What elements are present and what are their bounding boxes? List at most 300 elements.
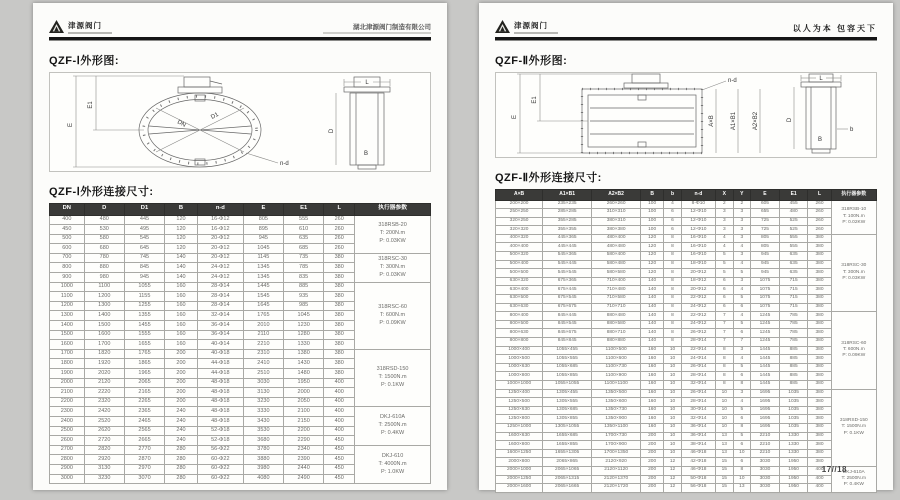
- table-cell: 4: [733, 260, 751, 269]
- brand-subtitle-line: [514, 32, 558, 34]
- table-cell: 60-Φ22: [197, 474, 243, 484]
- table-cell: 6: [733, 441, 751, 450]
- table-cell: 2320: [84, 397, 124, 407]
- table-cell: 1075: [751, 295, 780, 304]
- drawing-section-title: QZF-Ⅰ外形图:: [49, 54, 120, 67]
- table-cell: 380: [324, 330, 355, 340]
- table-cell: 545×545: [543, 269, 592, 278]
- table-cell: 1545: [243, 292, 283, 302]
- table-cell: 1345: [243, 273, 283, 283]
- table-cell: 2220: [84, 388, 124, 398]
- table-cell: 635: [779, 269, 808, 278]
- dimension-table-qzf2: [495, 189, 877, 493]
- table-cell: 2210: [243, 340, 283, 350]
- table-cell: 260: [324, 244, 355, 254]
- table-cell: 100: [641, 209, 664, 218]
- table-cell: 120: [165, 234, 198, 244]
- table-cell: 380×310: [592, 217, 641, 226]
- table-cell: 10: [715, 398, 733, 407]
- table-cell: 2390: [284, 455, 324, 465]
- dim-label-L: L: [365, 79, 369, 86]
- table-cell: 1445: [751, 346, 780, 355]
- table-cell: 1055×555: [543, 355, 592, 364]
- table-cell: 10: [664, 372, 682, 381]
- table-cell: 685: [284, 244, 324, 254]
- table-cell: 1950: [779, 484, 808, 493]
- dim-label-E1: E1: [88, 100, 94, 109]
- table-cell: 380: [324, 369, 355, 379]
- table-cell: 785: [779, 312, 808, 321]
- table-cell: 895: [243, 225, 283, 235]
- table-cell: 1600: [50, 340, 85, 350]
- table-cell: 200: [641, 475, 664, 484]
- table-cell: 1250×800: [496, 415, 543, 424]
- table-cell: 44-Φ18: [197, 359, 243, 369]
- table-cell: 400: [324, 407, 355, 417]
- table-cell: 13: [715, 432, 733, 441]
- actuator-params-cell: 318RSD-150 T: 1500N.m P: 0.1KW: [355, 349, 431, 407]
- table-cell: 380: [808, 458, 831, 467]
- table-cell: 2510: [243, 369, 283, 379]
- table-cell: 4: [733, 243, 751, 252]
- table-cell: 1480: [284, 369, 324, 379]
- table-cell: 885: [284, 282, 324, 292]
- table-cell: 1350×900: [592, 415, 641, 424]
- table-cell: 32-Φ14: [681, 415, 715, 424]
- table-cell: 250×250: [496, 209, 543, 218]
- table-cell: 1330: [284, 340, 324, 350]
- table-cell: 605: [751, 200, 780, 209]
- table-cell: 3330: [243, 407, 283, 417]
- table-cell: 1445: [751, 363, 780, 372]
- table-cell: 240: [165, 407, 198, 417]
- table-cell: 545×445: [543, 260, 592, 269]
- table-cell: 140: [641, 303, 664, 312]
- table-cell: 380: [808, 234, 831, 243]
- table-cell: 1035: [779, 389, 808, 398]
- table-cell: 160: [641, 398, 664, 407]
- table-cell: 1950: [284, 378, 324, 388]
- table-cell: 1920: [84, 359, 124, 369]
- table-cell: 800×800: [496, 338, 543, 347]
- table-cell: 380: [808, 423, 831, 432]
- table-cell: 2665: [124, 436, 164, 446]
- actuator-params-cell: 318RSC-30 T: 300N.m P: 0.03KW: [355, 253, 431, 282]
- table-cell: 545×365: [543, 252, 592, 261]
- table-cell: 1700×730: [592, 432, 641, 441]
- table-cell: 200×200: [496, 200, 543, 209]
- table-cell: 16-Φ10: [681, 234, 715, 243]
- table-cell: 120: [165, 225, 198, 235]
- table-cell: 5: [733, 269, 751, 278]
- table-cell: 4: [664, 200, 682, 209]
- table-cell: 715: [779, 295, 808, 304]
- table-cell: 2800: [50, 455, 85, 465]
- table-cell: 24-Φ12: [681, 320, 715, 329]
- table-cell: 28-Φ14: [681, 338, 715, 347]
- table-cell: 4: [733, 312, 751, 321]
- dim-label-D1: D1: [210, 111, 220, 121]
- column-header: L: [324, 203, 355, 215]
- table-cell: 60-Φ22: [197, 464, 243, 474]
- table-cell: 48-Φ18: [197, 397, 243, 407]
- dim-label-AB: A×B: [709, 114, 715, 127]
- table-cell: 480: [84, 215, 124, 225]
- column-header: B: [641, 189, 664, 200]
- table-cell: 450: [324, 445, 355, 455]
- company-subtitle-line: [323, 32, 431, 34]
- table-cell: 2050: [284, 397, 324, 407]
- table-cell: 160: [641, 389, 664, 398]
- table-cell: 4: [733, 398, 751, 407]
- table-cell: 10: [664, 415, 682, 424]
- column-header: Y: [733, 189, 751, 200]
- table-cell: 13: [715, 449, 733, 458]
- table-cell: 15: [715, 475, 733, 484]
- table-cell: 1255: [124, 301, 164, 311]
- table-cell: 1865: [124, 359, 164, 369]
- table-row: [496, 338, 877, 347]
- table-row: [496, 312, 877, 321]
- table-cell: 160: [641, 406, 664, 415]
- page-number: 17//18: [821, 465, 847, 474]
- table-cell: 160: [165, 321, 198, 331]
- table-cell: 455: [779, 200, 808, 209]
- table-cell: 22-Φ14: [681, 346, 715, 355]
- table-cell: 580×400: [592, 252, 641, 261]
- table-row: [50, 282, 431, 292]
- dim-label-L: L: [819, 75, 823, 82]
- table-cell: 1700: [84, 340, 124, 350]
- table-cell: 380: [808, 415, 831, 424]
- table-cell: 2120×1370: [592, 475, 641, 484]
- table-cell: 160: [165, 301, 198, 311]
- table-cell: 800×400: [496, 312, 543, 321]
- table-cell: 635: [779, 260, 808, 269]
- table-cell: 2120×1120: [592, 466, 641, 475]
- table-cell: 980: [84, 273, 124, 283]
- table-cell: 545: [124, 234, 164, 244]
- table-cell: 1600: [84, 330, 124, 340]
- table-cell: 160: [641, 346, 664, 355]
- table-cell: 885: [779, 363, 808, 372]
- table-row: [496, 295, 877, 304]
- table-cell: 1765: [124, 349, 164, 359]
- table-row: [496, 260, 877, 269]
- table-cell: 200: [165, 359, 198, 369]
- table-cell: 285×285: [543, 209, 592, 218]
- table-row: [50, 253, 431, 263]
- table-cell: 2400: [50, 416, 85, 426]
- dim-label-B: B: [364, 150, 369, 157]
- table-cell: 20-Φ12: [681, 269, 715, 278]
- table-cell: 10: [664, 441, 682, 450]
- table-cell: 1400: [50, 321, 85, 331]
- table-cell: 120: [641, 260, 664, 269]
- table-cell: 1100×600: [592, 355, 641, 364]
- table-cell: 2200: [50, 397, 85, 407]
- table-cell: 280: [165, 455, 198, 465]
- table-cell: 835: [284, 273, 324, 283]
- table-cell: 1075: [751, 303, 780, 312]
- table-cell: 700: [50, 253, 85, 263]
- table-cell: 140: [165, 273, 198, 283]
- table-cell: 8: [664, 286, 682, 295]
- table-cell: 8: [664, 243, 682, 252]
- table-cell: 40-Φ18: [197, 349, 243, 359]
- table-cell: 1045: [243, 244, 283, 254]
- table-cell: 500×500: [496, 269, 543, 278]
- table-cell: 50-Φ18: [681, 475, 715, 484]
- table-cell: 1250×1000: [496, 423, 543, 432]
- table-row: [496, 423, 877, 432]
- dim-label-nd: n-d: [728, 77, 737, 84]
- table-cell: 26-Φ14: [681, 389, 715, 398]
- table-cell: 4080: [243, 474, 283, 484]
- table-cell: 1400: [84, 311, 124, 321]
- table-cell: 480×400: [592, 234, 641, 243]
- table-cell: 380: [808, 277, 831, 286]
- table-cell: 4: [715, 243, 733, 252]
- table-cell: 40-Φ14: [197, 340, 243, 350]
- table-cell: 8: [733, 466, 751, 475]
- table-cell: 8: [664, 277, 682, 286]
- table-cell: 3: [715, 209, 733, 218]
- table-cell: 1555: [124, 330, 164, 340]
- table-cell: 10: [733, 449, 751, 458]
- table-row: [496, 286, 877, 295]
- table-cell: 28-Φ14: [681, 398, 715, 407]
- column-header: E1: [284, 203, 324, 215]
- table-cell: 400: [324, 416, 355, 426]
- table-cell: 7: [715, 320, 733, 329]
- table-cell: 8: [733, 380, 751, 389]
- header-rule: [495, 37, 877, 41]
- table-cell: 845×845: [543, 338, 592, 347]
- table-cell: 12-Φ10: [681, 217, 715, 226]
- table-cell: 16-Φ12: [197, 215, 243, 225]
- table-cell: 400: [324, 378, 355, 388]
- table-cell: 15: [715, 458, 733, 467]
- table-cell: 710×580: [592, 295, 641, 304]
- table-cell: 2150: [284, 416, 324, 426]
- table-cell: 785: [779, 329, 808, 338]
- table-cell: 380: [808, 269, 831, 278]
- table-cell: 10: [715, 415, 733, 424]
- table-cell: 2000×1250: [496, 475, 543, 484]
- table-cell: 380: [808, 432, 831, 441]
- table-cell: 5: [715, 260, 733, 269]
- table-cell: 240: [165, 426, 198, 436]
- table-cell: 1445: [243, 282, 283, 292]
- actuator-params-cell: 318RSC-60 T: 600N.m P: 0.09KW: [831, 312, 876, 389]
- table-cell: 2620: [84, 426, 124, 436]
- table-cell: 56-Φ18: [681, 484, 715, 493]
- table-cell: 18-Φ10: [681, 260, 715, 269]
- table-cell: 6: [664, 217, 682, 226]
- table-cell: 1695: [751, 415, 780, 424]
- table-cell: 2365: [124, 407, 164, 417]
- table-cell: 2920: [84, 455, 124, 465]
- table-cell: 6: [733, 458, 751, 467]
- table-cell: 36-Φ14: [197, 330, 243, 340]
- table-cell: 400: [324, 426, 355, 436]
- table-cell: 380: [808, 355, 831, 364]
- table-cell: 48-Φ18: [197, 416, 243, 426]
- table-cell: 200: [165, 397, 198, 407]
- table-cell: 280: [165, 464, 198, 474]
- table-cell: 2100: [50, 388, 85, 398]
- table-cell: 1330: [779, 441, 808, 450]
- table-cell: 280: [165, 474, 198, 484]
- table-cell: 10: [733, 475, 751, 484]
- table-cell: 3030: [751, 484, 780, 493]
- table-cell: 12-Φ10: [681, 226, 715, 235]
- table-cell: 7: [715, 329, 733, 338]
- outline-drawing-qzf1: [49, 72, 431, 172]
- table-cell: 260×260: [592, 200, 641, 209]
- table-row: [496, 355, 877, 364]
- table-cell: 3130: [243, 388, 283, 398]
- table-cell: 1055×1055: [543, 380, 592, 389]
- brand-logo: [49, 20, 112, 35]
- table-cell: 10: [664, 355, 682, 364]
- table-cell: 1950: [779, 475, 808, 484]
- dim-label-b-small: b: [850, 126, 854, 133]
- table-cell: 22-Φ12: [681, 312, 715, 321]
- table-cell: 3980: [243, 464, 283, 474]
- page-qzf2: [479, 3, 893, 490]
- table-cell: 1100: [84, 282, 124, 292]
- table-cell: 2010: [243, 321, 283, 331]
- table-cell: 380: [808, 338, 831, 347]
- table-row: [496, 209, 877, 218]
- table-cell: 2340: [284, 445, 324, 455]
- table-cell: 380: [808, 363, 831, 372]
- table-cell: 3: [733, 226, 751, 235]
- table-cell: 2290: [284, 436, 324, 446]
- table-cell: 480: [779, 209, 808, 218]
- table-cell: 140: [641, 277, 664, 286]
- table-row: [496, 441, 877, 450]
- table-cell: 1350×1100: [592, 423, 641, 432]
- table-cell: 885: [779, 380, 808, 389]
- table-cell: 380: [808, 295, 831, 304]
- company-name: 湖北津源阀门制造有限公司: [353, 23, 431, 31]
- table-cell: 400: [50, 215, 85, 225]
- table-cell: 24-Φ14: [681, 355, 715, 364]
- table-row: [496, 346, 877, 355]
- table-cell: 10: [664, 406, 682, 415]
- table-cell: 5: [733, 406, 751, 415]
- table-cell: 735: [284, 253, 324, 263]
- table-cell: 380: [324, 349, 355, 359]
- column-header: n-d: [197, 203, 243, 215]
- table-cell: 715: [779, 286, 808, 295]
- table-cell: 1350×600: [592, 398, 641, 407]
- table-cell: 20-Φ12: [681, 286, 715, 295]
- table-cell: 380: [808, 286, 831, 295]
- table-cell: 56-Φ22: [197, 445, 243, 455]
- table-cell: 1600×630: [496, 432, 543, 441]
- table-cell: 28-Φ14: [197, 282, 243, 292]
- table-cell: 645: [124, 244, 164, 254]
- table-row: [496, 217, 877, 226]
- table-cell: 805: [751, 243, 780, 252]
- table-cell: 380: [324, 253, 355, 263]
- table-cell: 1045: [284, 311, 324, 321]
- brand-subtitle-line: [68, 32, 112, 34]
- table-cell: 380: [808, 398, 831, 407]
- table-cell: 100: [641, 217, 664, 226]
- table-cell: 2165: [124, 388, 164, 398]
- table-cell: 1055: [124, 282, 164, 292]
- table-row: [496, 484, 877, 493]
- table-cell: 1500: [84, 321, 124, 331]
- actuator-params-cell: DKJ-610 T: 4000N.m P: 1.0KW: [355, 445, 431, 483]
- table-cell: 8: [715, 346, 733, 355]
- table-cell: 1445: [751, 380, 780, 389]
- table-cell: 2000×800: [496, 458, 543, 467]
- table-cell: 36-Φ14: [681, 423, 715, 432]
- table-cell: 880: [84, 263, 124, 273]
- table-cell: 3430: [243, 416, 283, 426]
- table-cell: 400: [808, 475, 831, 484]
- table-cell: 785: [284, 263, 324, 273]
- table-cell: 525: [779, 217, 808, 226]
- table-cell: 1035: [779, 398, 808, 407]
- dimension-table-qzf1: [49, 203, 431, 485]
- table-cell: 6: [715, 303, 733, 312]
- column-header: A×B: [496, 189, 543, 200]
- table-cell: 380: [808, 372, 831, 381]
- table-cell: 1035: [779, 406, 808, 415]
- table-cell: 32-Φ14: [681, 380, 715, 389]
- table-cell: 1355: [124, 311, 164, 321]
- table-cell: 10: [664, 389, 682, 398]
- table-cell: 710×400: [592, 277, 641, 286]
- table-cell: 380: [808, 329, 831, 338]
- column-header: E: [243, 203, 283, 215]
- table-cell: 745: [124, 253, 164, 263]
- table-cell: 240: [165, 416, 198, 426]
- table-cell: 945: [124, 273, 164, 283]
- table-row: [496, 432, 877, 441]
- table-cell: 140: [641, 286, 664, 295]
- table-cell: 880×480: [592, 312, 641, 321]
- table-cell: 8: [664, 320, 682, 329]
- table-cell: 22-Φ12: [681, 295, 715, 304]
- table-cell: 12: [664, 475, 682, 484]
- table-cell: 2300: [50, 407, 85, 417]
- dim-label-nd: n-d: [280, 160, 289, 167]
- table-cell: 1695: [751, 423, 780, 432]
- table-cell: 160: [641, 423, 664, 432]
- table-cell: 1155: [124, 292, 164, 302]
- table-cell: 1330: [779, 432, 808, 441]
- table-cell: 380: [808, 346, 831, 355]
- actuator-params-cell: DKJ-610A T: 2500N.m P: 0.4KW: [355, 407, 431, 445]
- table-cell: 120: [641, 269, 664, 278]
- table-cell: 10: [664, 363, 682, 372]
- table-cell: 8: [715, 380, 733, 389]
- table-row: [496, 372, 877, 381]
- table-cell: 530: [84, 225, 124, 235]
- table-cell: 715: [779, 277, 808, 286]
- table-cell: 1100×500: [592, 346, 641, 355]
- table-cell: 1145: [243, 253, 283, 263]
- table-row: [496, 303, 877, 312]
